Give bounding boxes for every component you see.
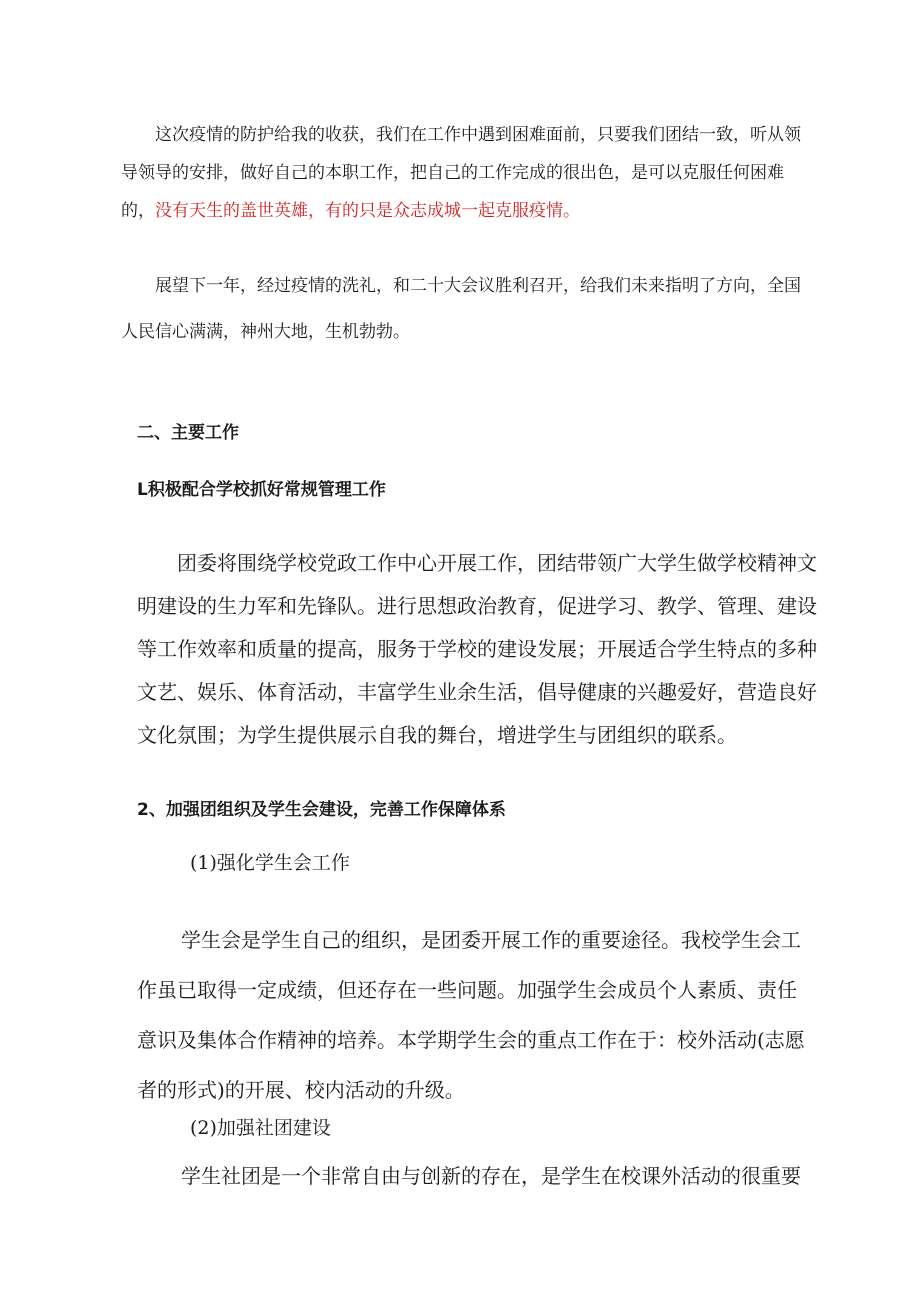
paragraph-student-union: 学生会是学生自己的组织，是团委开展工作的重要途径。我校学生会工作虽已取得一定成绩，但还存在一些问题。加强学生会成员个人素质、责任意识及集体合作精神的培养。本学期学生会的重点工作在于：校外活动(志愿者的形式)的开展、校内活动的升级。 [137, 928, 805, 1102]
paragraph-outlook: 展望下一年，经过疫情的洗礼，和二十大会议胜利召开，给我们未来指明了方向，全国人民信心满满，神州大地，生机勃勃。 [121, 276, 801, 342]
subsection-student-union: (1)强化学生会工作 [190, 852, 350, 874]
subsection-clubs: (2)加强社团建设 [190, 1117, 331, 1139]
subheading-routine-management: L积极配合学校抓好常规管理工作 [137, 480, 386, 500]
paragraph-league-committee: 团委将围绕学校党政工作中心开展工作，团结带领广大学生做学校精神文明建设的生力军和先锋队。进行思想政治教育，促进学习、教学、管理、建设等工作效率和质量的提高，服务于学校的建设发展；开展适合学生特点的多种文艺、娱乐、体育活动，丰富学生业余生活，倡导健康的兴趣爱好，营造良好文化氛围；为学生提供展示自我的舞台，增进学生与团组织的联系。 [137, 551, 817, 747]
highlighted-text: 没有天生的盖世英雄，有的只是众志成城一起克服疫情。 [155, 201, 580, 221]
paragraph-epidemic-gains [121, 116, 801, 230]
subheading-organization-building: 2、加强团组织及学生会建设，完善工作保障体系 [137, 800, 506, 820]
paragraph-clubs: 学生社团是一个非常自由与创新的存在，是学生在校课外活动的很重要 [181, 1164, 801, 1188]
paragraph-epidemic-gains-text: 这次疫情的防护给我的收获，我们在工作中遇到困难面前，只要我们团结一致，听从领导领导的安排，做好自己的本职工作，把自己的工作完成的很出色，是可以克服任何困难的， [121, 125, 801, 221]
section-heading-main-work: 二、主要工作 [137, 423, 239, 443]
